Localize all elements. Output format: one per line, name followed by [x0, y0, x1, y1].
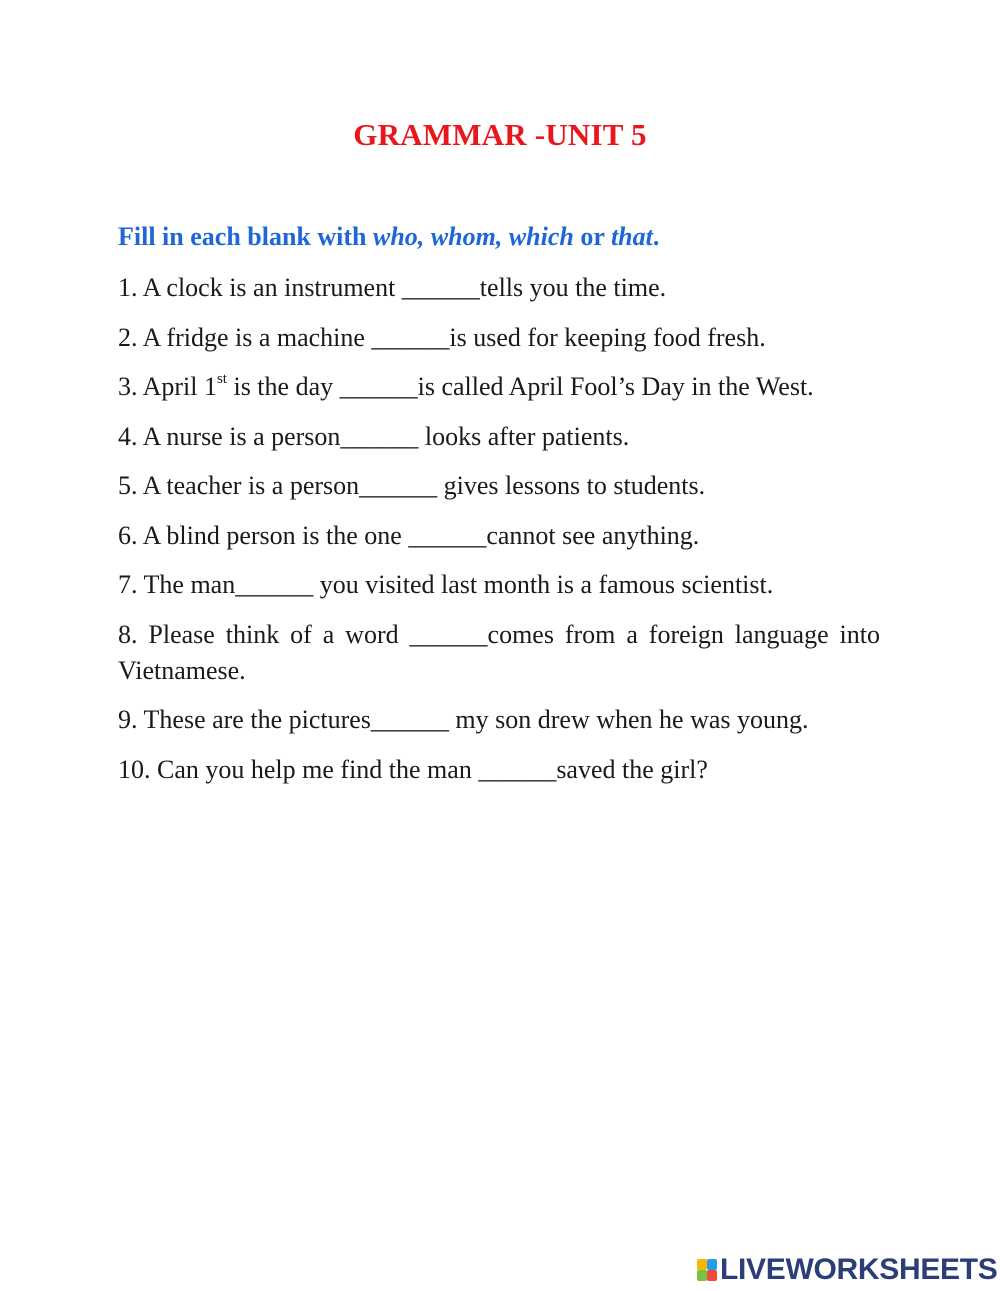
question-10: 10. Can you help me find the man ______saved the girl? [118, 754, 708, 784]
question-8: 8. Please think of a word ______comes from a foreign language into Vietnamese. [118, 619, 880, 685]
logo-block [707, 1259, 717, 1270]
instructions-prefix: Fill in each blank with [118, 222, 373, 251]
ordinal-suffix: st [216, 371, 227, 388]
question-9: 9. These are the pictures______ my son drew when he was young. [118, 705, 809, 734]
instructions-or: or [573, 222, 611, 251]
word-who: who, [373, 222, 425, 251]
logo-block [707, 1270, 717, 1281]
liveworksheets-logo [697, 1253, 998, 1287]
question-2: 2. A fridge is a machine ______is used for keeping food fresh. [118, 322, 766, 352]
instructions-period: . [652, 222, 660, 251]
instructions [118, 222, 659, 252]
question-7: 7. The man______ you visited last month is a famous scientist. [118, 570, 774, 599]
question-3-start: 3. April 1 [118, 372, 217, 401]
word-that: that [610, 222, 653, 251]
word-which: which [508, 222, 574, 251]
question-3-end: is the day ______is called April Fool’s Day in the West. [226, 372, 814, 401]
question-list [118, 270, 880, 801]
word-whom: whom, [430, 222, 503, 251]
question-1: 1. A clock is an instrument ______tells you the time. [118, 273, 667, 302]
logo-text: LIVEWORKSHEETS [720, 1253, 998, 1286]
question-6: 6. A blind person is the one ______cannot see anything. [118, 520, 700, 550]
question-5: 5. A teacher is a person______ gives lessons to students. [118, 471, 706, 500]
logo-block [697, 1270, 707, 1281]
logo-block [697, 1259, 707, 1270]
page-title: GRAMMAR -UNIT 5 [353, 117, 647, 152]
logo-blocks-icon [697, 1259, 717, 1281]
question-3 [118, 369, 880, 405]
question-4: 4. A nurse is a person______ looks after patients. [118, 421, 630, 451]
